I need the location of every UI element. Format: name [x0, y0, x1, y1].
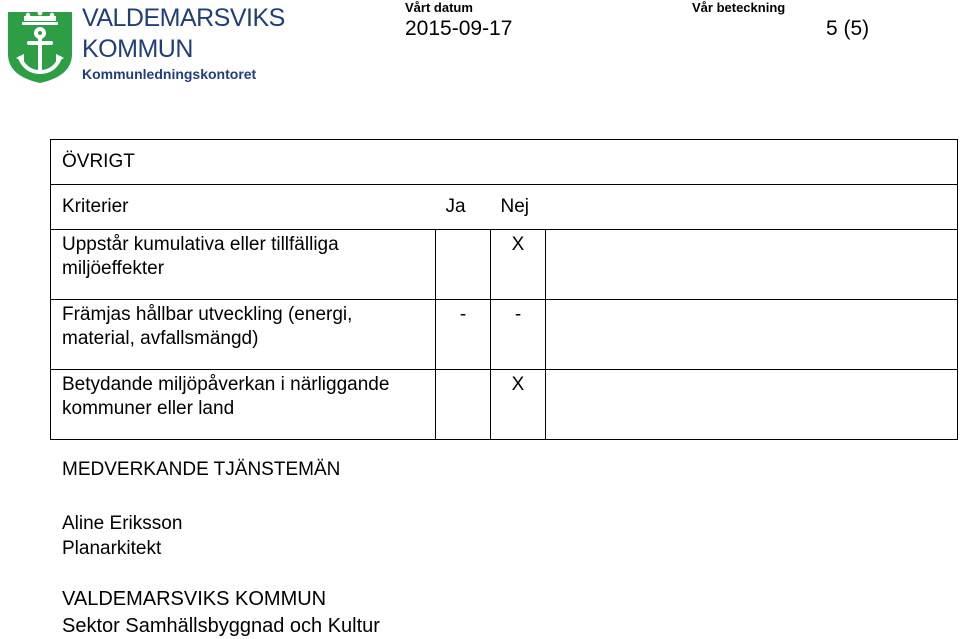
- yes-cell: -: [436, 300, 491, 370]
- header-empty: [546, 185, 958, 230]
- criterion-line: miljöeffekter: [62, 258, 165, 279]
- criterion-cell: [51, 370, 436, 440]
- comment-cell: [546, 370, 958, 440]
- header-no: Nej: [491, 185, 546, 230]
- footer-org: VALDEMARSVIKS KOMMUN: [62, 588, 327, 610]
- page-number: 5 (5): [826, 17, 870, 40]
- criteria-table: [50, 139, 958, 440]
- criterion-line: kommuner eller land: [62, 398, 235, 419]
- staff-title: Planarkitekt: [62, 538, 162, 559]
- date-label: Vårt datum: [405, 0, 473, 15]
- yes-cell: [436, 230, 491, 300]
- table-row: [51, 300, 958, 370]
- table-title-row: [51, 140, 958, 185]
- header-criteria: Kriterier: [51, 185, 436, 230]
- staff-heading: MEDVERKANDE TJÄNSTEMÄN: [62, 459, 341, 480]
- date-value: 2015-09-17: [405, 17, 513, 40]
- header-yes: Ja: [436, 185, 491, 230]
- department-name: Kommunledningskontoret: [82, 66, 257, 82]
- municipality-logo: [6, 6, 74, 84]
- comment-cell: [546, 300, 958, 370]
- criterion-line: material, avfallsmängd): [62, 328, 259, 349]
- table-header-row: [51, 185, 958, 230]
- org-name-line2: KOMMUN: [82, 35, 193, 63]
- footer-sector: Sektor Samhällsbyggnad och Kultur: [62, 615, 380, 637]
- org-name-line1: VALDEMARSVIKS: [82, 4, 285, 32]
- table-row: [51, 230, 958, 300]
- table-row: [51, 370, 958, 440]
- criterion-line: Betydande miljöpåverkan i närliggande: [62, 374, 390, 395]
- comment-cell: [546, 230, 958, 300]
- no-cell: X: [491, 370, 546, 440]
- criterion-line: Uppstår kumulativa eller tillfälliga: [62, 234, 339, 255]
- no-cell: X: [491, 230, 546, 300]
- table-title: ÖVRIGT: [51, 140, 958, 185]
- reference-label: Vår beteckning: [692, 0, 786, 15]
- staff-name: Aline Eriksson: [62, 513, 183, 534]
- criterion-cell: [51, 300, 436, 370]
- yes-cell: [436, 370, 491, 440]
- criterion-line: Främjas hållbar utveckling (energi,: [62, 304, 353, 325]
- criterion-cell: [51, 230, 436, 300]
- no-cell: -: [491, 300, 546, 370]
